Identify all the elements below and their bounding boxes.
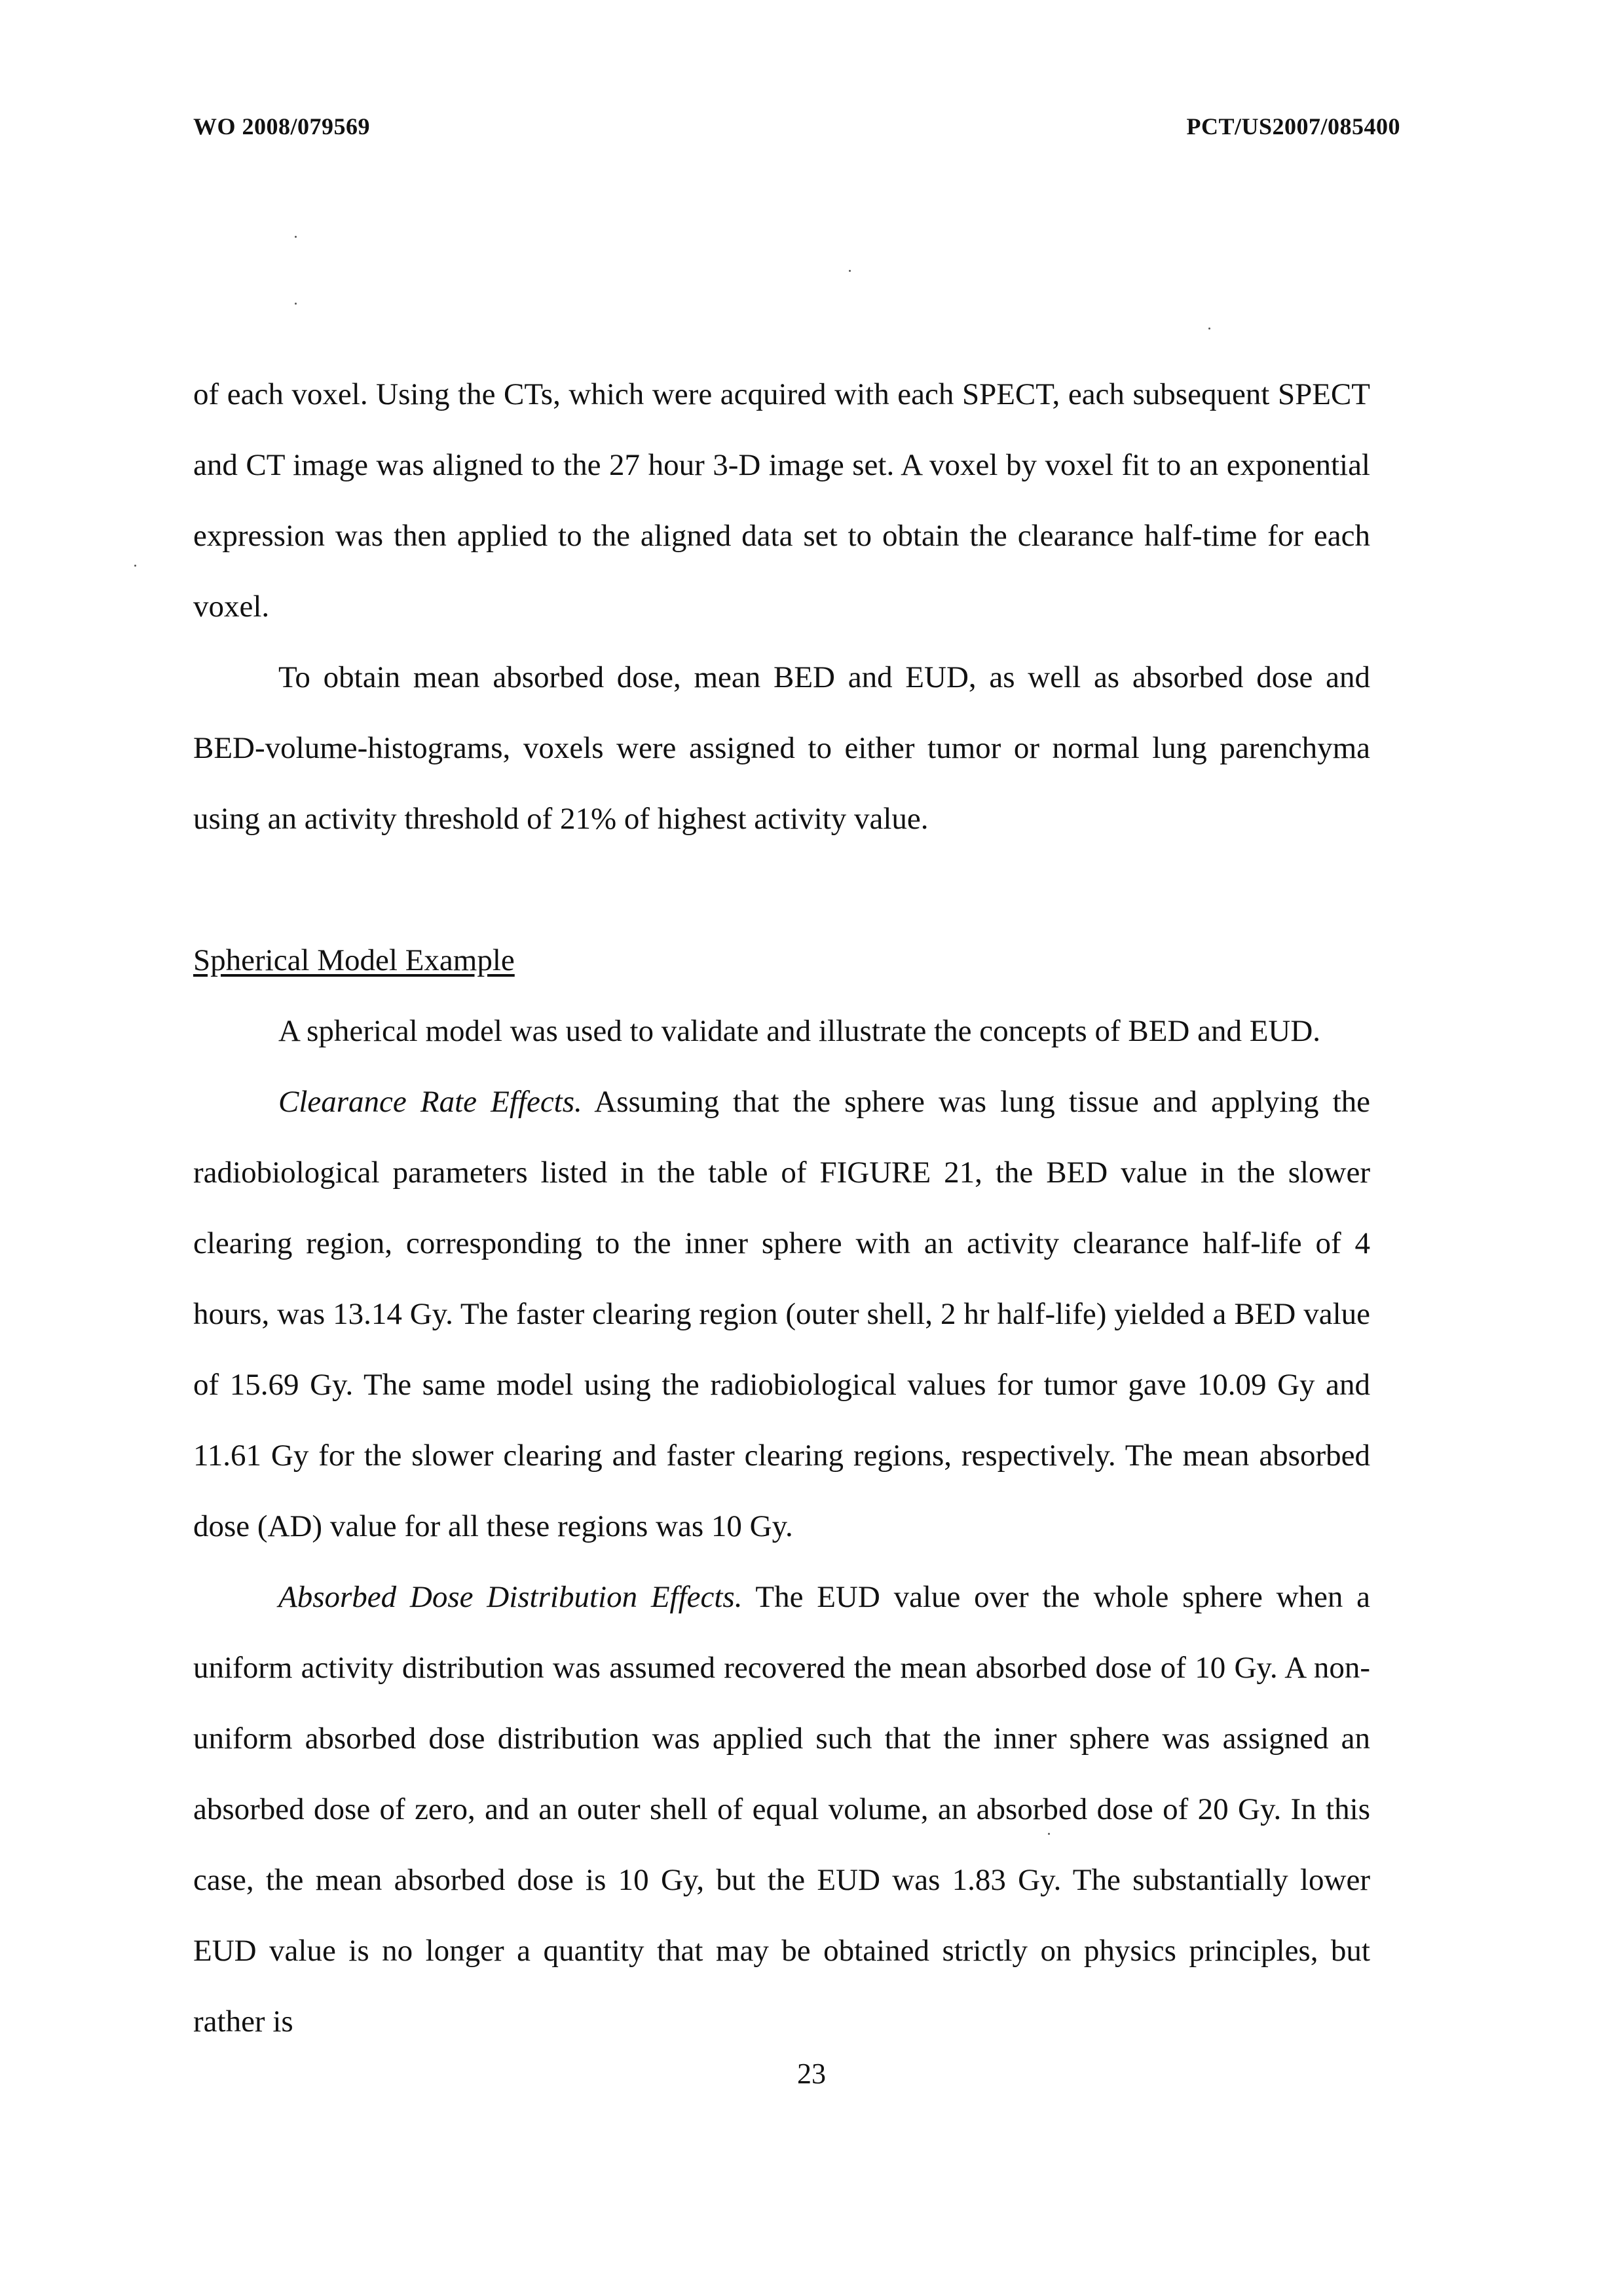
paragraph-threshold: To obtain mean absorbed dose, mean BED and EUD, as well as absorbed dose and BED-volume-histograms, voxels were assigned to either tumor or normal lung parenchyma using an activity threshold of 21% of highest activity value. bbox=[193, 660, 1370, 836]
scan-speck bbox=[1208, 328, 1210, 329]
paragraph-voxel-fit: of each voxel. Using the CTs, which were acquired with each SPECT, each subsequent SPECT and CT image was aligned to the 27 hour 3-D image set. A voxel by voxel fit to an exponential expression was then applied to the aligned data set to obtain the clearance half-time for each voxel. bbox=[193, 377, 1370, 624]
paragraph-clearance-rate bbox=[193, 1066, 1370, 1562]
scan-speck bbox=[295, 303, 297, 305]
clearance-rate-body: Assuming that the sphere was lung tissue and applying the radiobiological parameters listed in the table of FIGURE 21, the BED value in the slower clearing region, corresponding to the inner sphere with an activity clearance half-life of 4 hours, was 13.14 Gy. The faster clearing region (outer shell, 2 hr half-life) yielded a BED value of 15.69 Gy. The same model using the radiobiological values for tumor gave 10.09 Gy and 11.61 Gy for the slower clearing and faster clearing regions, respectively. The mean absorbed dose (AD) value for all these regions was 10 Gy. bbox=[193, 1085, 1370, 1543]
scan-speck bbox=[295, 236, 297, 238]
body-text bbox=[193, 359, 1370, 2057]
clearance-rate-lead: Clearance Rate Effects. bbox=[278, 1085, 582, 1119]
paragraph-dose-distribution bbox=[193, 1562, 1370, 2057]
section-heading: Spherical Model Example bbox=[193, 943, 515, 977]
dose-distribution-body: The EUD value over the whole sphere when a uniform activity distribution was assumed recovered the mean absorbed dose of 10 Gy. A non-uniform absorbed dose distribution was applied such that the inner sphere was assigned an absorbed dose of zero, and an outer shell of equal volume, an absorbed dose of 20 Gy. In this case, the mean absorbed dose is 10 Gy, but the EUD was 1.83 Gy. The substantially lower EUD value is no longer a quantity that may be obtained strictly on physics principles, but rather is bbox=[193, 1580, 1370, 2039]
dose-distribution-lead: Absorbed Dose Distribution Effects. bbox=[278, 1580, 743, 1614]
publication-number: WO 2008/079569 bbox=[193, 113, 371, 140]
scan-speck bbox=[134, 565, 136, 567]
section-gap bbox=[193, 854, 1370, 925]
scan-speck bbox=[849, 270, 851, 272]
application-number: PCT/US2007/085400 bbox=[1186, 113, 1400, 140]
paragraph-spherical-model: A spherical model was used to validate and illustrate the concepts of BED and EUD. bbox=[278, 1014, 1321, 1048]
page-number: 23 bbox=[797, 2058, 826, 2090]
